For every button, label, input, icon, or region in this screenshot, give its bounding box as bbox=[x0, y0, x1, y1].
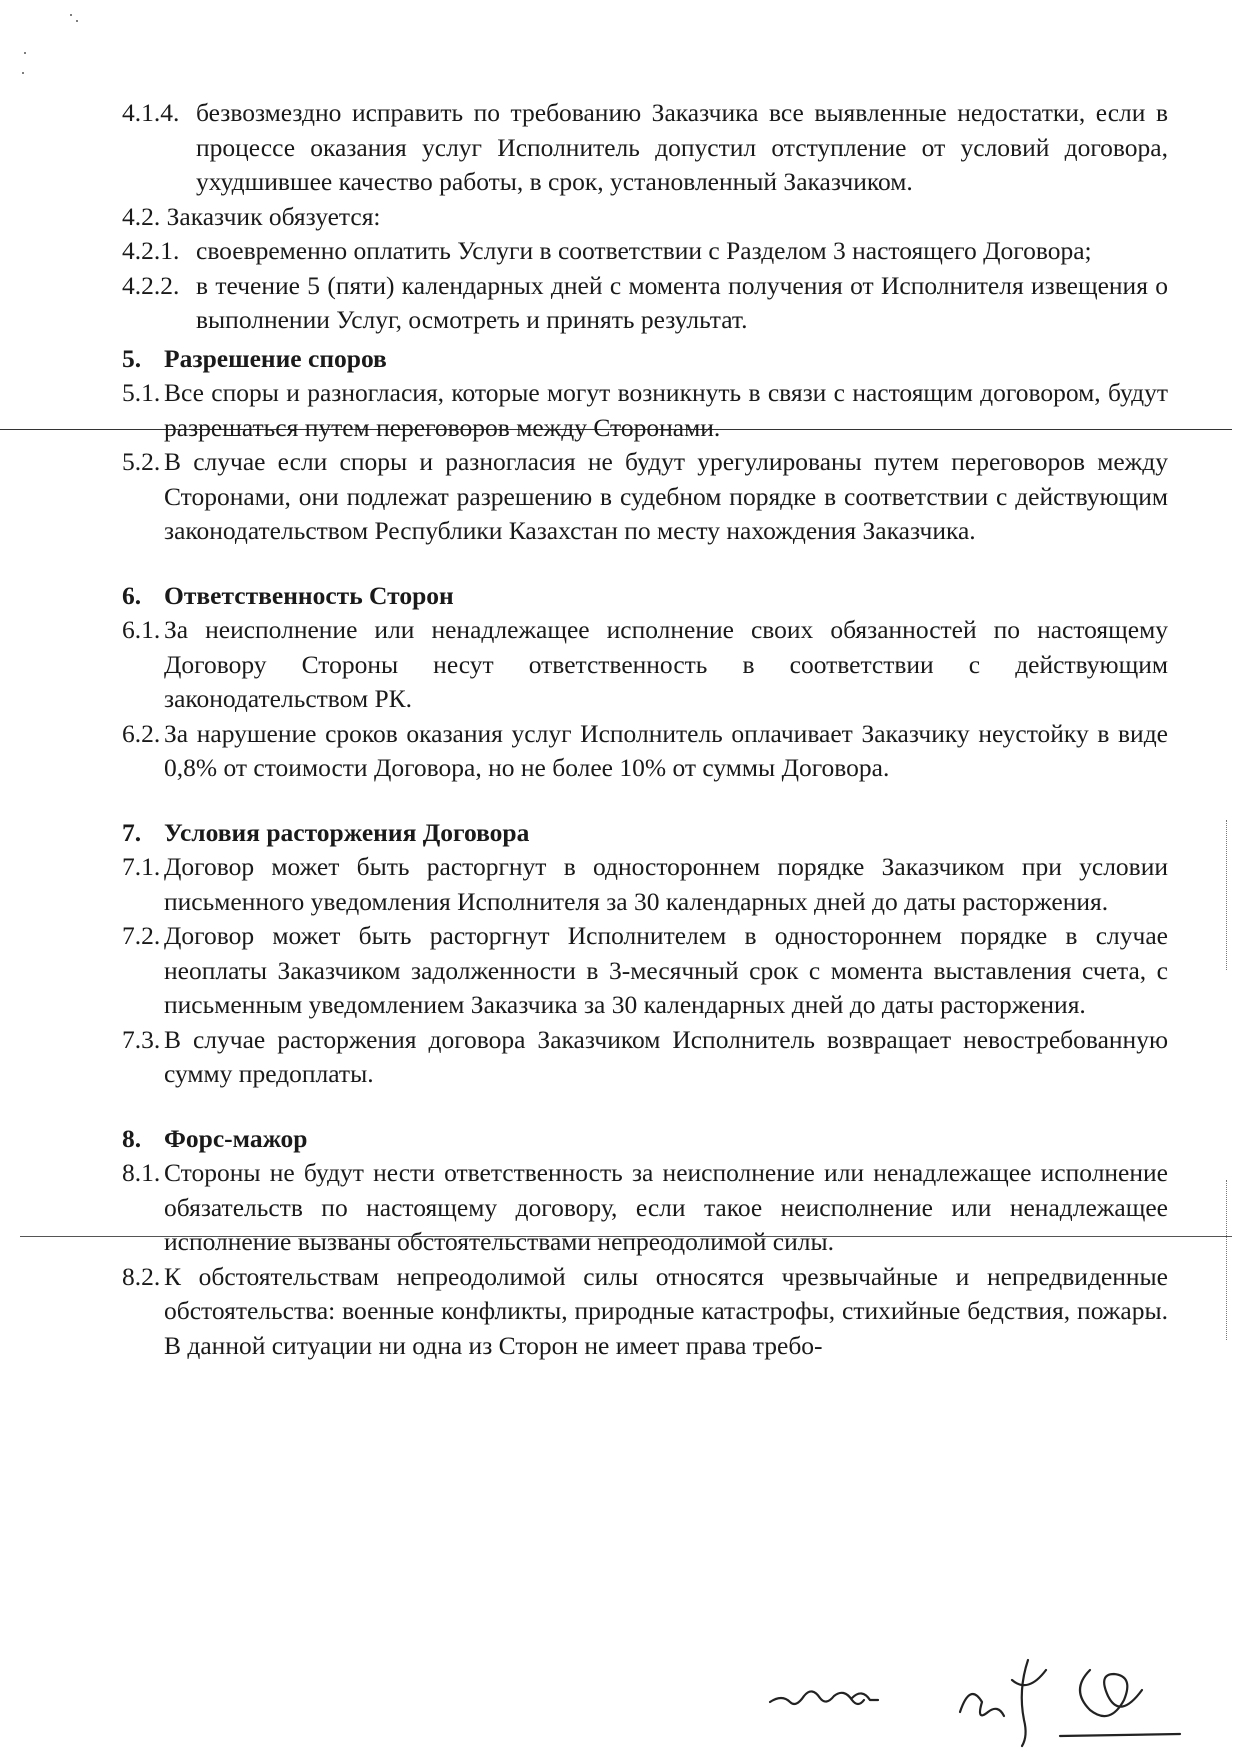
signature-stroke-7 bbox=[1060, 1734, 1180, 1736]
clause-text: В случае расторжения договора Заказчиком Исполнитель возвращает невостребованную сумму предоплаты. bbox=[164, 1024, 1168, 1088]
section-heading-6 bbox=[122, 579, 1168, 614]
clause-text: Договор может быть расторгнут Исполнителем в одностороннем порядке в случае неоплаты Заказчиком задолженности в 3-месячный срок с момента выставления счета, с письменным уведомлением Заказчика за 30 календарных дней до даты расторжения. bbox=[164, 921, 1168, 1019]
signature-stroke-5 bbox=[1012, 1670, 1046, 1685]
signature-stroke-4 bbox=[1022, 1660, 1028, 1746]
scan-speck bbox=[22, 72, 24, 74]
section-title: Форс-мажор bbox=[164, 1123, 308, 1153]
document-body bbox=[122, 96, 1168, 1363]
clause-text: своевременно оплатить Услуги в соответствии с Разделом 3 настоящего Договора; bbox=[196, 236, 1092, 265]
clause-7-1 bbox=[122, 850, 1168, 919]
clause-8-1 bbox=[122, 1156, 1168, 1260]
clause-number: 5.2. bbox=[122, 447, 161, 476]
clause-number: 4.2.2. bbox=[122, 270, 180, 300]
scan-speck bbox=[24, 52, 26, 54]
section-heading-7 bbox=[122, 816, 1168, 851]
section-number: 5. bbox=[122, 343, 142, 373]
clause-5-2 bbox=[122, 445, 1168, 549]
clause-text: В случае если споры и разногласия не будут урегулированы путем переговоров между Сторонами, они подлежат разрешению в судебном порядке в соответствии с действующим законодательством Республики Казахстан по месту нахождения Заказчика. bbox=[164, 447, 1168, 545]
clause-number: 6.1. bbox=[122, 615, 161, 644]
clause-7-2 bbox=[122, 919, 1168, 1023]
clause-text: Все споры и разногласия, которые могут возникнуть в связи с настоящим договором, будут разрешаться путем переговоров между Сторонами. bbox=[164, 378, 1168, 442]
section-number: 6. bbox=[122, 580, 142, 610]
scan-edge bbox=[1226, 820, 1228, 970]
clause-7-3 bbox=[122, 1023, 1168, 1092]
clause-number: 7.3. bbox=[122, 1024, 161, 1054]
clause-text: За неисполнение или ненадлежащее исполнение своих обязанностей по настоящему Договору Стороны несут ответственность в соответствии с действующим законодательством РК. bbox=[164, 615, 1168, 713]
signature-scribble-6 bbox=[1080, 1670, 1142, 1716]
section-title: Условия расторжения Договора bbox=[164, 817, 530, 847]
scan-edge bbox=[1226, 1180, 1228, 1340]
section-title: Разрешение споров bbox=[164, 343, 387, 373]
clause-6-2 bbox=[122, 717, 1168, 786]
clause-text: Стороны не будут нести ответственность за неисполнение или ненадлежащее исполнение обязательств по настоящему договору, если такое неисполнение или ненадлежащее исполнение вызваны обстоятельствами непреодолимой силы. bbox=[164, 1158, 1168, 1256]
clause-text: К обстоятельствам непреодолимой силы относятся чрезвычайные и непредвиденные обстоятельства: военные конфликты, природные катастрофы, стихийные бедствия, пожары. В данной ситуации ни одна из Сторон не имеет права требо- bbox=[164, 1261, 1168, 1360]
section-heading-5 bbox=[122, 342, 1168, 377]
clause-8-2 bbox=[122, 1260, 1168, 1364]
clause-4-2-1 bbox=[122, 234, 1168, 269]
signature-scribble-1 bbox=[770, 1691, 864, 1704]
scan-speck bbox=[70, 14, 72, 16]
clause-number: 5.1. bbox=[122, 378, 161, 407]
signature-scribble-3 bbox=[960, 1694, 1004, 1716]
section-number: 8. bbox=[122, 1123, 142, 1153]
clause-4-1-4 bbox=[122, 96, 1168, 200]
clause-text: безвозмездно исправить по требованию Заказчика все выявленные недостатки, если в процессе оказания услуг Исполнитель допустил отступление от условий договора, ухудшившее качество работы, в срок, установленный Заказчиком. bbox=[196, 98, 1168, 196]
clause-number: 7.1. bbox=[122, 852, 161, 881]
clause-number: 8.2. bbox=[122, 1261, 161, 1291]
scan-speck bbox=[76, 20, 78, 22]
signature-scribble-2 bbox=[852, 1693, 878, 1700]
clause-text: 4.2. Заказчик обязуется: bbox=[122, 201, 381, 231]
clause-4-2 bbox=[122, 200, 1168, 235]
clause-4-2-2 bbox=[122, 269, 1168, 338]
clause-number: 4.2.1. bbox=[122, 236, 180, 265]
clause-text: в течение 5 (пяти) календарных дней с момента получения от Исполнителя извещения о выполнении Услуг, осмотреть и принять результат. bbox=[196, 270, 1168, 334]
clause-6-1 bbox=[122, 613, 1168, 717]
clause-5-1 bbox=[122, 376, 1168, 445]
signatures bbox=[760, 1640, 1200, 1750]
clause-number: 8.1. bbox=[122, 1158, 161, 1187]
clause-number: 7.2. bbox=[122, 921, 161, 950]
clause-text: Договор может быть расторгнут в одностороннем порядке Заказчиком при условии письменного уведомления Исполнителя за 30 календарных дней до даты расторжения. bbox=[164, 852, 1168, 916]
section-heading-8 bbox=[122, 1122, 1168, 1157]
clause-text: За нарушение сроков оказания услуг Исполнитель оплачивает Заказчику неустойку в виде 0,8% от стоимости Договора, но не более 10% от суммы Договора. bbox=[164, 718, 1168, 782]
section-number: 7. bbox=[122, 817, 142, 847]
clause-number: 6.2. bbox=[122, 718, 161, 748]
clause-number: 4.1.4. bbox=[122, 98, 180, 127]
section-title: Ответственность Сторон bbox=[164, 580, 454, 610]
